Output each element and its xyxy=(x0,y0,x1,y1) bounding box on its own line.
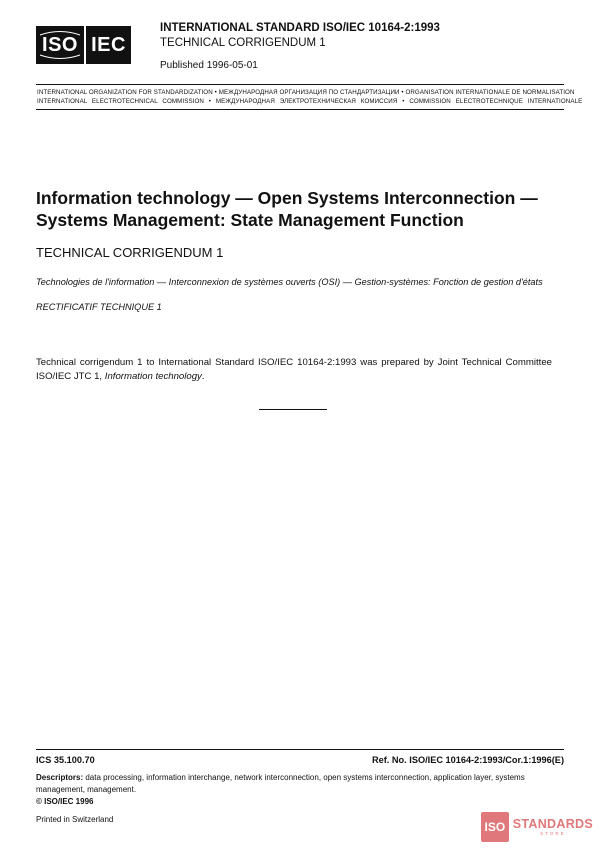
iso-logo xyxy=(36,26,84,64)
body-text-end: . xyxy=(201,371,205,382)
store-main-text: STANDARDS xyxy=(512,816,593,831)
end-rule xyxy=(259,409,327,410)
corrigendum-title: TECHNICAL CORRIGENDUM 1 xyxy=(36,245,224,260)
document-title-line-2: Systems Management: State Management Function xyxy=(36,210,464,230)
store-text xyxy=(513,818,593,837)
iec-logo-text: IEC xyxy=(91,33,126,56)
french-corrigendum: RECTIFICATIF TECHNIQUE 1 xyxy=(36,302,162,312)
globe-icon xyxy=(36,26,84,64)
published-date: Published 1996-05-01 xyxy=(160,60,258,71)
organization-line-1: INTERNATIONAL ORGANIZATION FOR STANDARDIZATION • МЕЖДУНАРОДНАЯ ОРГАНИЗАЦИЯ ПО СТАНДАРТИЗАЦИИ • ORGANISATION INTERNATIONALE DE NORMALISATION xyxy=(37,89,575,96)
iec-logo xyxy=(86,26,131,64)
store-sub-text: STORE xyxy=(540,830,566,836)
standard-title: INTERNATIONAL STANDARD ISO/IEC 10164-2:1993 xyxy=(160,22,440,34)
descriptors-text: data processing, information interchange, network interconnection, open systems interconnection, application layer, systems management, management. xyxy=(36,773,525,794)
iso-iec-logo xyxy=(36,26,131,64)
descriptors-label: Descriptors: xyxy=(36,773,84,782)
copyright: © ISO/IEC 1996 xyxy=(36,797,94,806)
descriptors xyxy=(36,772,561,795)
document-title-line-1: Information technology — Open Systems Interconnection — xyxy=(36,188,538,208)
iso-logo-text: ISO xyxy=(42,34,78,56)
reference-number: Ref. No. ISO/IEC 10164-2:1993/Cor.1:1996(E) xyxy=(372,755,564,765)
printed-in: Printed in Switzerland xyxy=(36,815,114,824)
french-title: Technologies de l'information — Interconnexion de systèmes ouverts (OSI) — Gestion-systèmes: Fonction de gestion d'états xyxy=(36,277,543,287)
body-paragraph xyxy=(36,356,552,384)
organization-line-2: INTERNATIONAL ELECTROTECHNICAL COMMISSION • МЕЖДУНАРОДНАЯ ЭЛЕКТРОТЕХНИЧЕСКАЯ КОМИССИЯ • COMMISSION ELECTROTECHNIQUE INTERNATIONALE xyxy=(37,98,583,105)
footer-rule xyxy=(36,749,564,750)
body-text: Technical corrigendum 1 to International Standard ISO/IEC 10164-2:1993 was prepared by Joint Technical Committee ISO/IEC JTC 1, xyxy=(36,357,552,382)
header-rule-bottom xyxy=(36,109,564,110)
header-rule-top xyxy=(36,84,564,85)
store-iso-badge: ISO xyxy=(481,812,509,842)
corrigendum-label: TECHNICAL CORRIGENDUM 1 xyxy=(160,37,326,49)
iso-standards-store-watermark xyxy=(481,810,593,844)
document-title xyxy=(36,187,576,231)
body-text-italic: Information technology xyxy=(104,371,202,382)
ics-code: ICS 35.100.70 xyxy=(36,755,95,765)
